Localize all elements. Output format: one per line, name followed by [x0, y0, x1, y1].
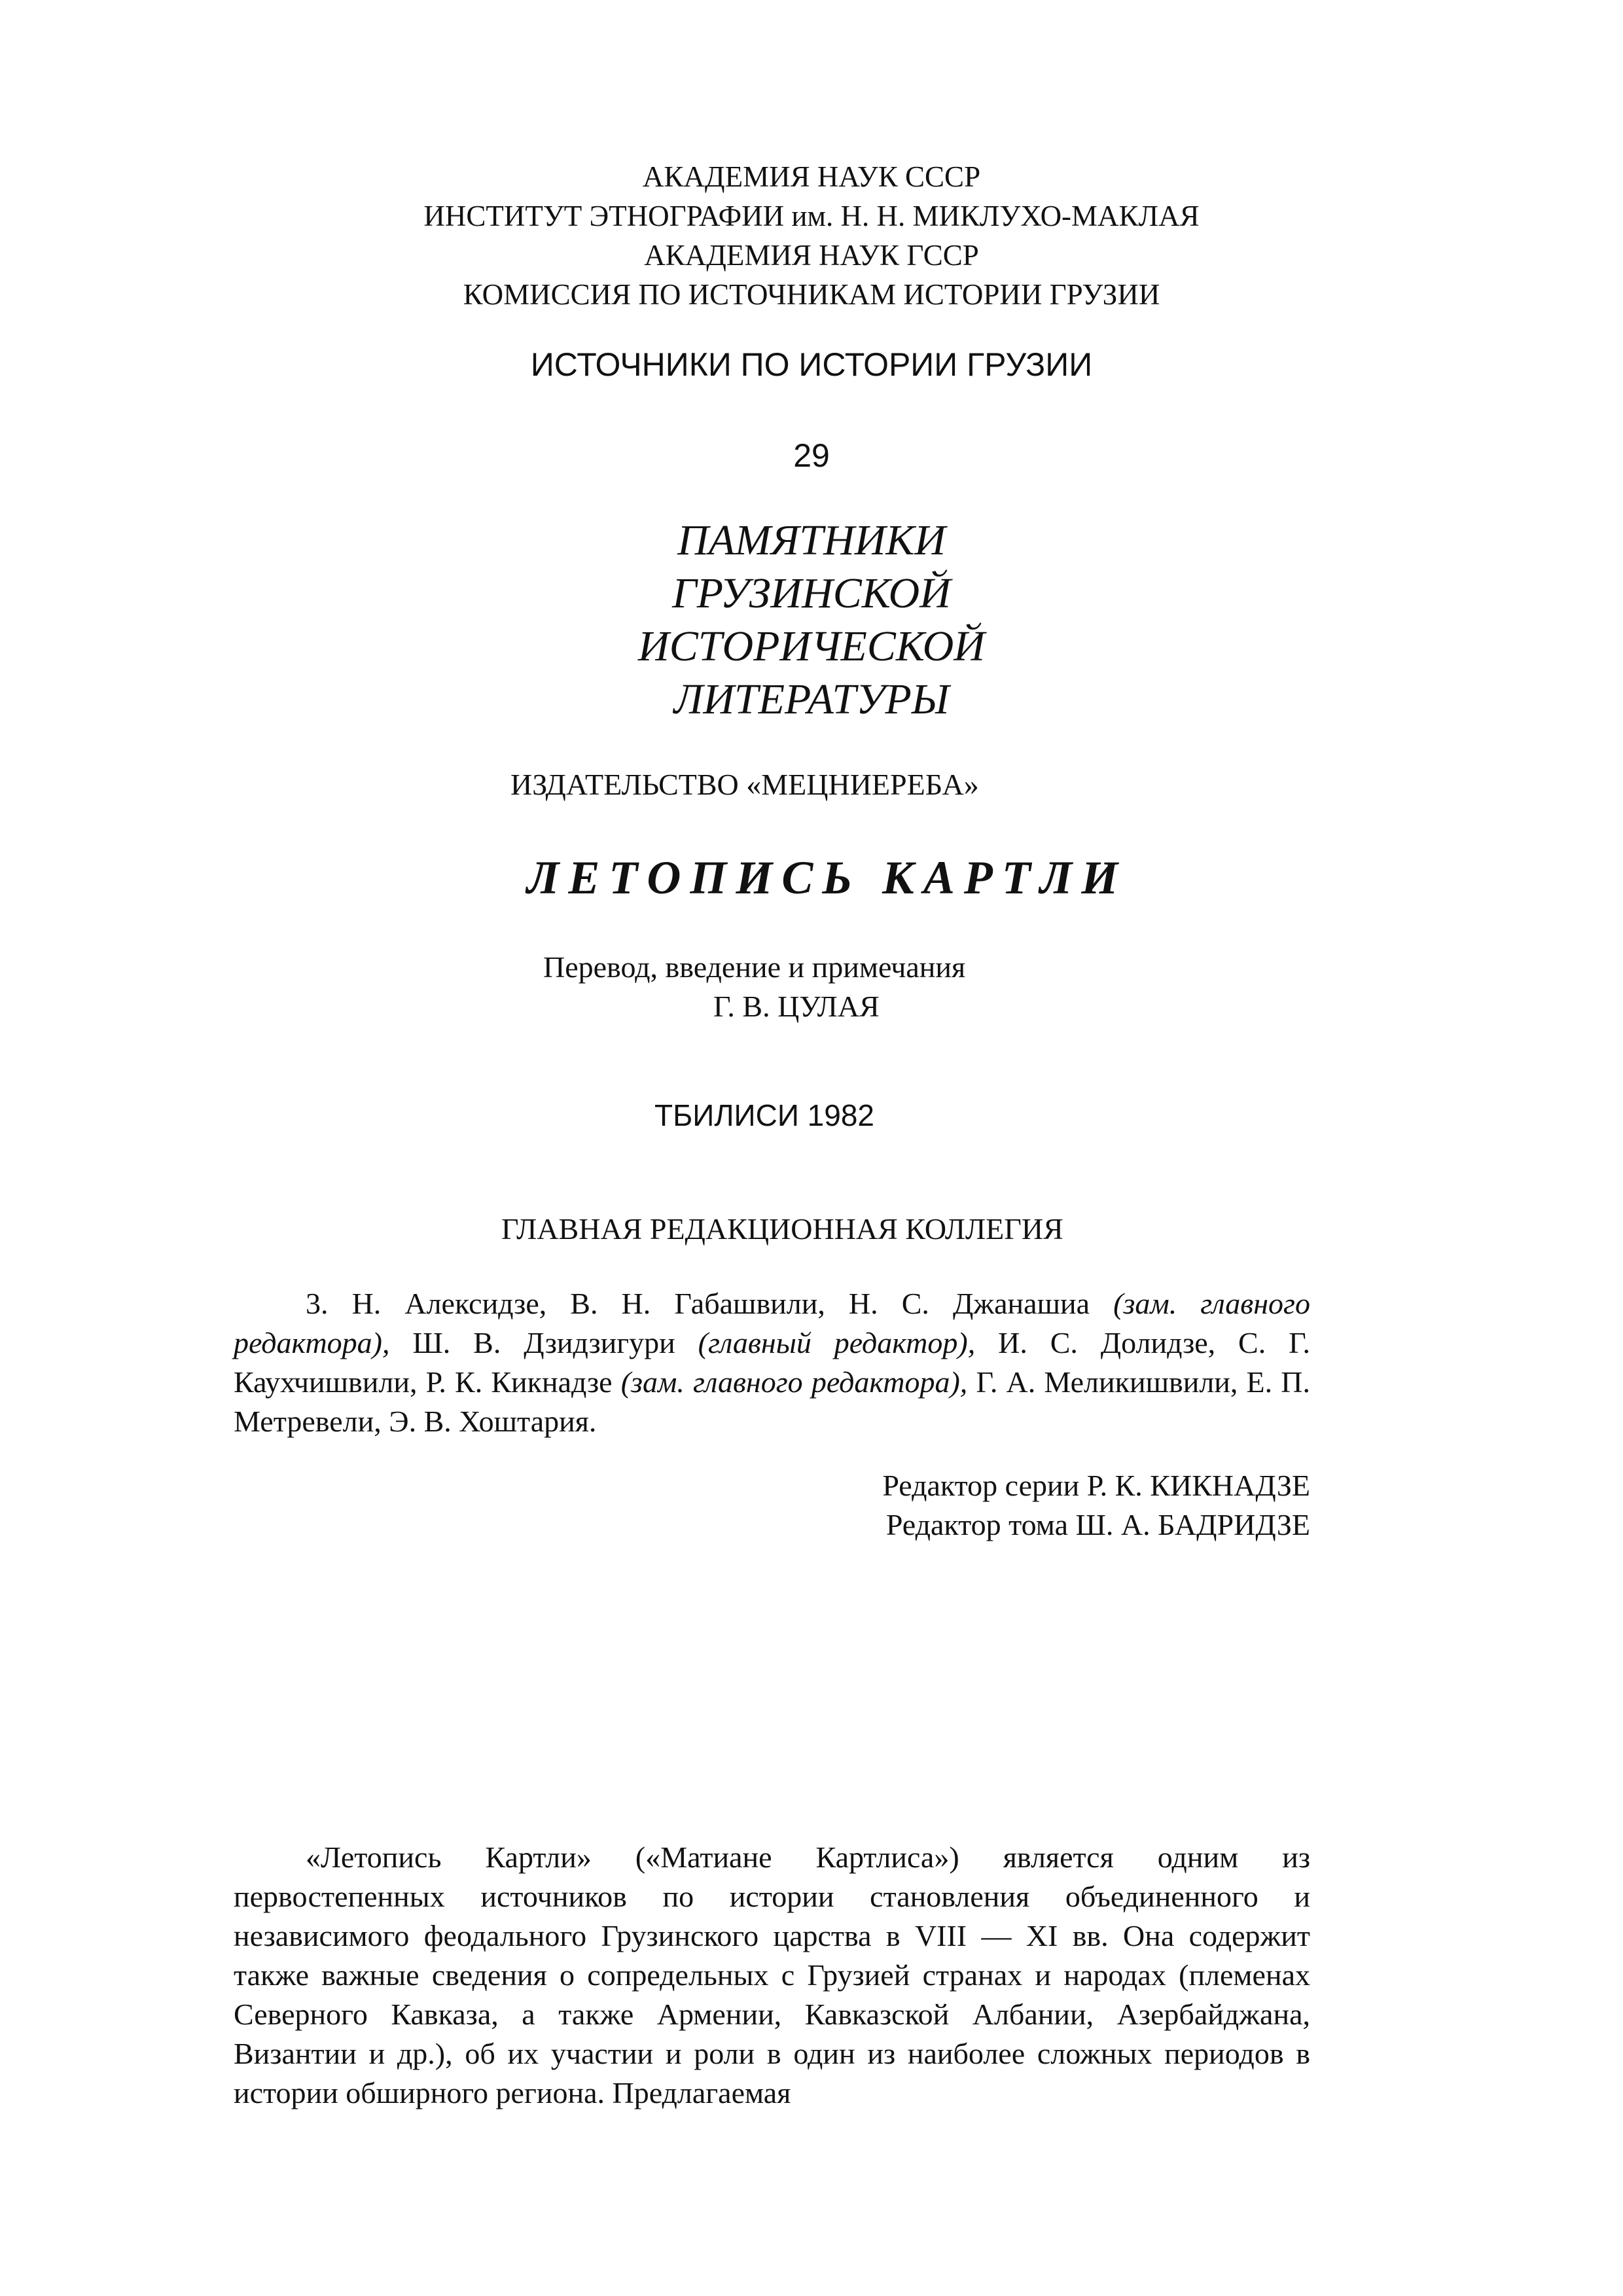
org-line: ИНСТИТУТ ЭТНОГРАФИИ им. Н. Н. МИКЛУХО-МАКЛАЯ	[423, 200, 1200, 232]
credit-line: Перевод, введение и примечания	[543, 950, 966, 984]
series-number: 29	[793, 437, 830, 474]
monument-line: ИСТОРИЧЕСКОЙ	[638, 622, 985, 670]
monument-line: ПАМЯТНИКИ	[677, 516, 946, 564]
monument-line: ЛИТЕРАТУРЫ	[673, 675, 950, 723]
monument-title-block	[0, 514, 1623, 726]
board-text: Г. А. Меликишвили, Е. П. Метревели, Э. В. Хоштария.	[234, 1365, 1310, 1438]
series-title: ИСТОЧНИКИ ПО ИСТОРИИ ГРУЗИИ	[530, 346, 1093, 383]
volume-editor: Редактор тома Ш. А. БАДРИДЗЕ	[885, 1508, 1310, 1541]
board-text: Ш. В. Дзидзигури	[389, 1326, 698, 1359]
board-members	[234, 1284, 1310, 1441]
abstract-paragraph	[234, 1838, 1310, 2113]
board-role: (главный редактор),	[698, 1326, 976, 1359]
board-text: И. С. Долидзе, С. Г. Каухчишвили, Р. К. Кикнадзе	[234, 1326, 1310, 1399]
board-text: 3. Н. Алексидзе, В. Н. Габашвили, Н. С. Джанашиа	[306, 1287, 1114, 1320]
org-line: АКАДЕМИЯ НАУК СССР	[642, 160, 981, 193]
publisher: ИЗДАТЕЛЬСТВО «МЕЦНИЕРЕБА»	[510, 768, 979, 801]
org-line: КОМИССИЯ ПО ИСТОЧНИКАМ ИСТОРИИ ГРУЗИИ	[463, 278, 1160, 311]
place-year: ТБИЛИСИ 1982	[654, 1098, 874, 1132]
org-line: АКАДЕМИЯ НАУК ГССР	[644, 239, 979, 272]
organization-block	[0, 157, 1623, 314]
translator-name: Г. В. ЦУЛАЯ	[713, 990, 880, 1023]
abstract-text: «Летопись Картли» («Матиане Картлиса») является одним из первостепенных источников по истории становления объединенного и независимого феодального Грузинского царства в VIII — XI вв. Она содержит также важные сведения о сопредельных с Грузией странах и народах (племенах Северного Кавказа, а также Армении, Кавказской Албании, Азербайджана, Византии и др.), об их участии и роли в один из наиболее сложных периодов в истории обширного региона. Предлагаемая	[234, 1840, 1310, 2109]
monument-line: ГРУЗИНСКОЙ	[672, 569, 951, 617]
board-role: (зам. главного редактора),	[234, 1287, 1310, 1359]
board-role: (зам. главного редактора),	[620, 1365, 968, 1399]
series-editor: Редактор серии Р. К. КИКНАДЗЕ	[882, 1469, 1310, 1502]
book-title: ЛЕТОПИСЬ КАРТЛИ	[527, 852, 1128, 904]
board-heading: ГЛАВНАЯ РЕДАКЦИОННАЯ КОЛЛЕГИЯ	[501, 1212, 1063, 1246]
